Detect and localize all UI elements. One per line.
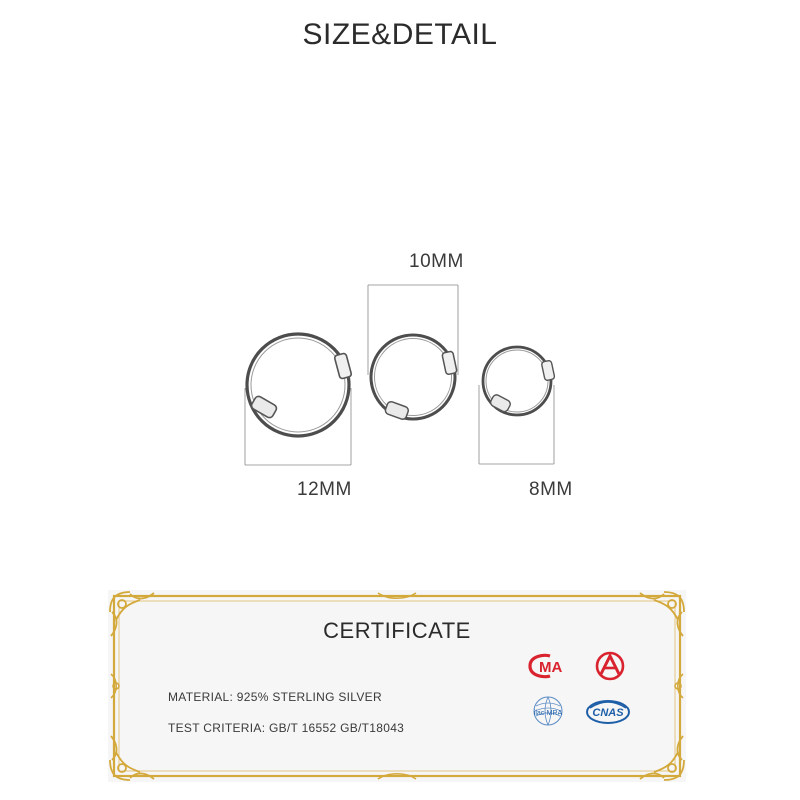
page-title: SIZE&DETAIL [302, 18, 498, 51]
certificate-title: CERTIFICATE [323, 618, 471, 643]
size-label-12mm: 12MM [297, 479, 352, 500]
ilac-mra-logo [528, 694, 568, 734]
svg-text:CNAS: CNAS [592, 707, 624, 719]
cma-logo [526, 652, 572, 680]
hoop-10mm [371, 335, 457, 420]
test-criteria-text: TEST CRITERIA: GB/T 16552 GB/T18043 [168, 721, 405, 735]
material-text: MATERIAL: 925% STERLING SILVER [168, 690, 382, 704]
svg-text:MA: MA [539, 659, 563, 676]
hoop-8mm [483, 347, 555, 415]
size-label-8mm: 8MM [529, 479, 573, 500]
cal-logo [592, 650, 628, 682]
cnas-logo [584, 698, 632, 726]
svg-text:ilac-MRA: ilac-MRA [533, 710, 563, 717]
size-label-10mm: 10MM [409, 251, 464, 272]
certificate-panel [108, 590, 686, 782]
hoop-12mm [247, 334, 352, 436]
